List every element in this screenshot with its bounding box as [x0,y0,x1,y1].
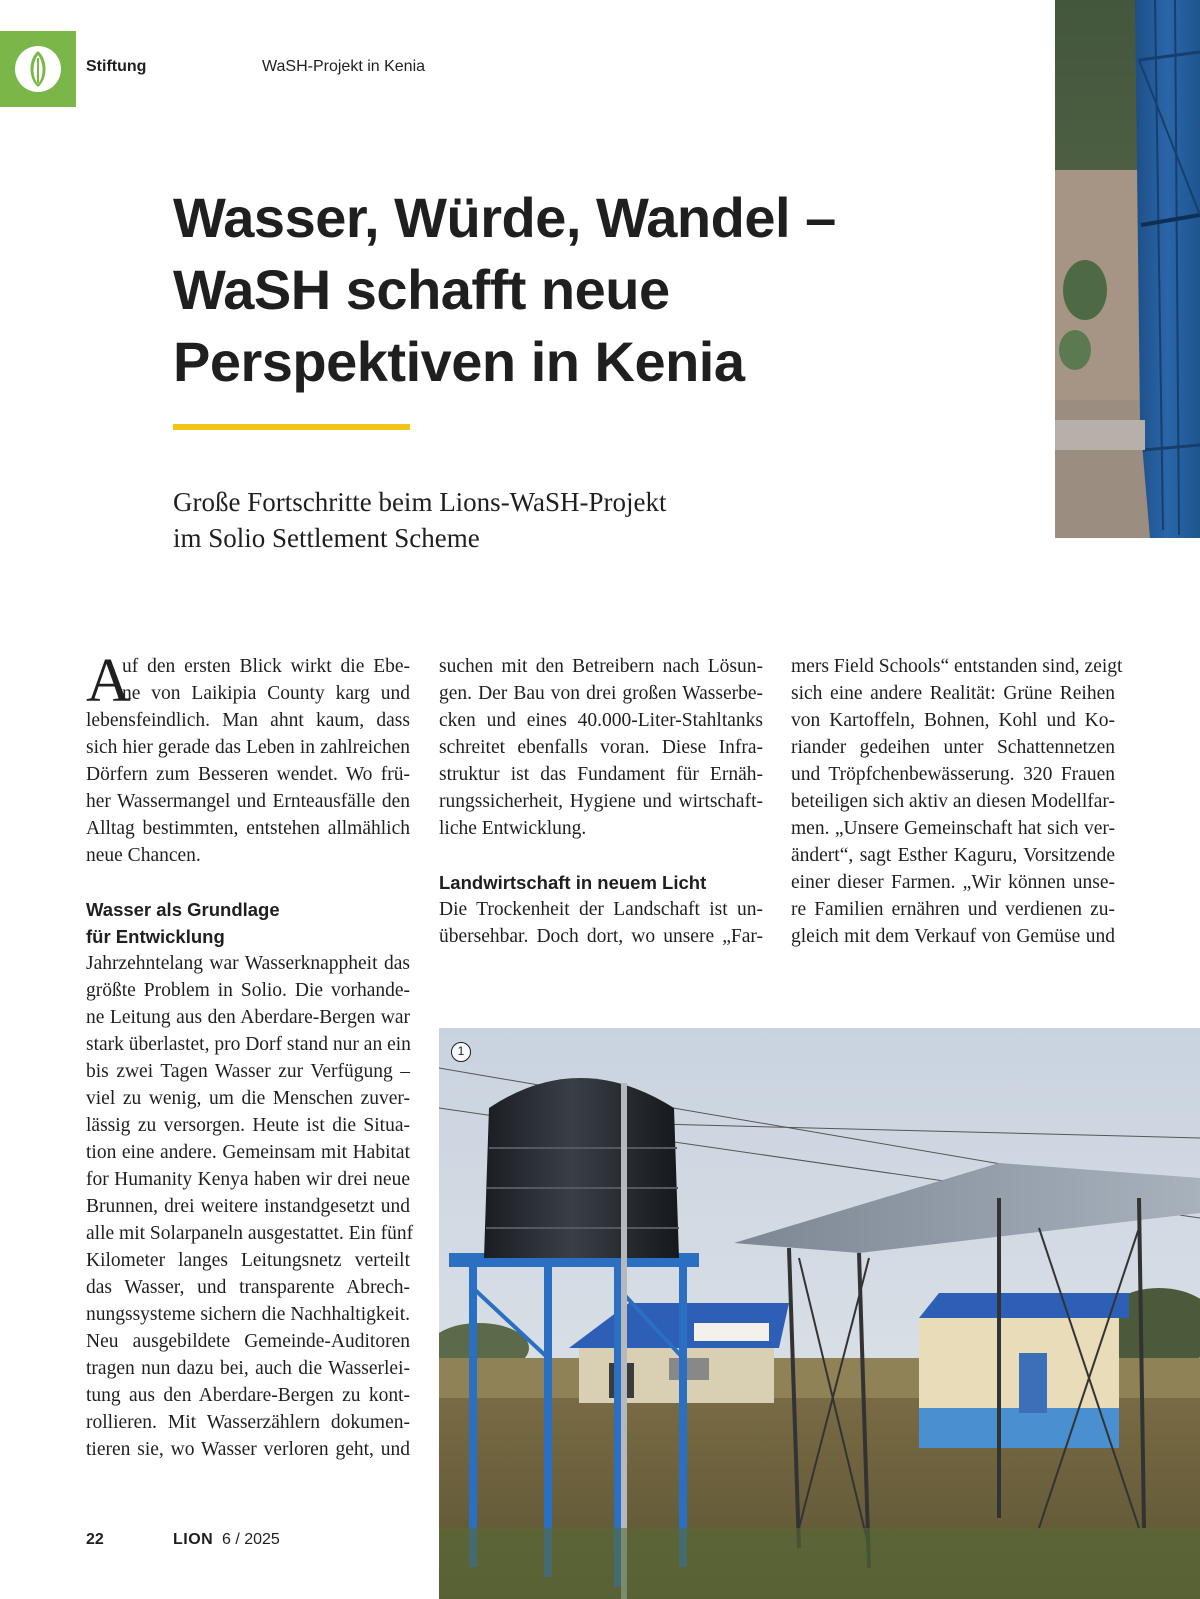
title-line: Wasser, Würde, Wandel – [173,186,836,249]
text-line: stark überlastet, pro Dorf stand nur an ein [86,1034,411,1055]
drop-cap: A [86,647,131,715]
section-label: Stiftung [86,58,147,75]
intro-paragraph [86,647,410,869]
article-subtitle [173,484,813,556]
section-heading: Wasser als Grundlage [86,899,280,920]
subtitle-line: Große Fortschritte beim Lions-WaSH-Projekt [173,487,667,517]
text-line: Die Trockenheit der Landschaft ist un- [439,899,763,920]
text-line: nungssysteme sichern die Nachhaltigkeit. [86,1304,410,1325]
text-line: lebensfeindlich. Man ahnt kaum, dass [86,710,410,731]
section-heading: für Entwicklung [86,926,225,947]
text-line: beteiligen sich aktiv an diesen Modellfar- [791,791,1115,812]
page-number: 22 [86,1531,104,1548]
text-line: suchen mit den Betreibern nach Lösun- [439,656,763,677]
text-line: rollieren. Mit Wasserzählern dokumen- [86,1412,410,1433]
text-line: Brunnen, drei weitere instandgesetzt und [86,1196,410,1217]
article-column-1 [86,647,414,1463]
text-line: tung aus den Aberdare-Bergen zu kont- [86,1385,410,1406]
title-line: WaSH schafft neue [173,258,670,321]
text-line: her Wassermangel und Ernteausfälle den [86,791,410,812]
text-line: Neu ausgebildete Gemeinde-Auditoren [86,1331,410,1352]
text-line: men. „Unsere Gemeinschaft hat sich ver- [791,818,1115,839]
text-line: von Kartoffeln, Bohnen, Kohl und Ko- [791,710,1115,731]
text-line: alle mit Solarpaneln ausgestattet. Ein fünf [86,1223,414,1244]
text-line: viel zu wenig, um die Menschen zuver- [86,1088,410,1109]
text-line: einer dieser Farmen. „Wir können unse- [791,872,1115,893]
text-line: neue Chancen. [86,845,201,866]
text-line: das Wasser, und transparente Abrech- [86,1277,410,1298]
photo-water-tank-solar [439,1028,1200,1599]
text-line: tragen nun dazu bei, auch die Wasserlei- [86,1358,410,1379]
text-line: rungssicherheit, Hygiene und wirtschaft- [439,791,763,812]
text-line: übersehbar. Doch dort, wo unsere „Far- [439,926,763,947]
text-line: tieren sie, wo Wasser verloren geht, und [86,1439,410,1460]
text-line: sich hier gerade das Leben in zahlreichen [86,737,410,758]
magazine-name: LION [173,1531,214,1548]
text-line: Alltag bestimmten, entstehen allmählich [86,818,410,839]
text-line: gleich mit dem Verkauf von Gemüse und [791,926,1115,947]
article-column-2 [439,653,763,950]
text-line: Jahrzehntelang war Wasserknappheit das [86,953,410,974]
text-line: for Humanity Kenya haben wir drei neue [86,1169,410,1190]
text-line: und Tröpfchenbewässerung. 320 Frauen [791,764,1115,785]
text-line: liche Entwicklung. [439,818,587,839]
text-line: ne Leitung aus den Aberdare-Bergen war [86,1007,410,1028]
text-line: ne von Laikipia County karg und [122,683,410,704]
accent-rule [173,424,410,430]
topic-label: WaSH-Projekt in Kenia [262,58,426,75]
issue-number: 6 / 2025 [222,1531,280,1548]
text-line: gen. Der Bau von drei großen Wasserbe- [439,683,763,704]
text-line: Kilometer langes Leitungsnetz verteilt [86,1250,410,1271]
text-line: lässig zu versorgen. Heute ist die Situa- [86,1115,410,1136]
leaf-circle-icon [12,43,64,95]
text-line: ändert“, sagt Esther Kaguru, Vorsitzende [791,845,1115,866]
text-line: Dörfern zum Besseren wendet. Wo frü- [86,764,410,785]
text-line: re Familien ernähren und verdienen zu- [791,899,1115,920]
text-line: bis zwei Tagen Wasser zur Verfügung – [86,1061,410,1082]
text-line: uf den ersten Blick wirkt die Ebe- [122,656,410,677]
lions-foundation-logo [0,31,76,107]
photo-number-badge: 1 [451,1042,471,1062]
title-line: Perspektiven in Kenia [173,330,745,393]
text-line: struktur ist das Fundament für Ernäh- [439,764,763,785]
text-line: cken und eines 40.000-Liter-Stahltanks [439,710,763,731]
text-line: größte Problem in Solio. Die vorhande- [86,980,410,1001]
text-line: mers Field Schools“ entstanden sind, zeigt [791,656,1123,677]
article-column-3 [791,653,1123,950]
text-line: tion eine andere. Gemeinsam mit Habitat [86,1142,410,1163]
article-title [173,182,1033,398]
text-line: schreitet ebenfalls voran. Diese Infra- [439,737,763,758]
photo-blue-gate [1055,0,1200,538]
text-line: riander gedeihen unter Schattennetzen [791,737,1115,758]
section-heading: Landwirtschaft in neuem Licht [439,872,707,893]
text-line: sich eine andere Realität: Grüne Reihen [791,683,1115,704]
subtitle-line: im Solio Settlement Scheme [173,523,480,553]
